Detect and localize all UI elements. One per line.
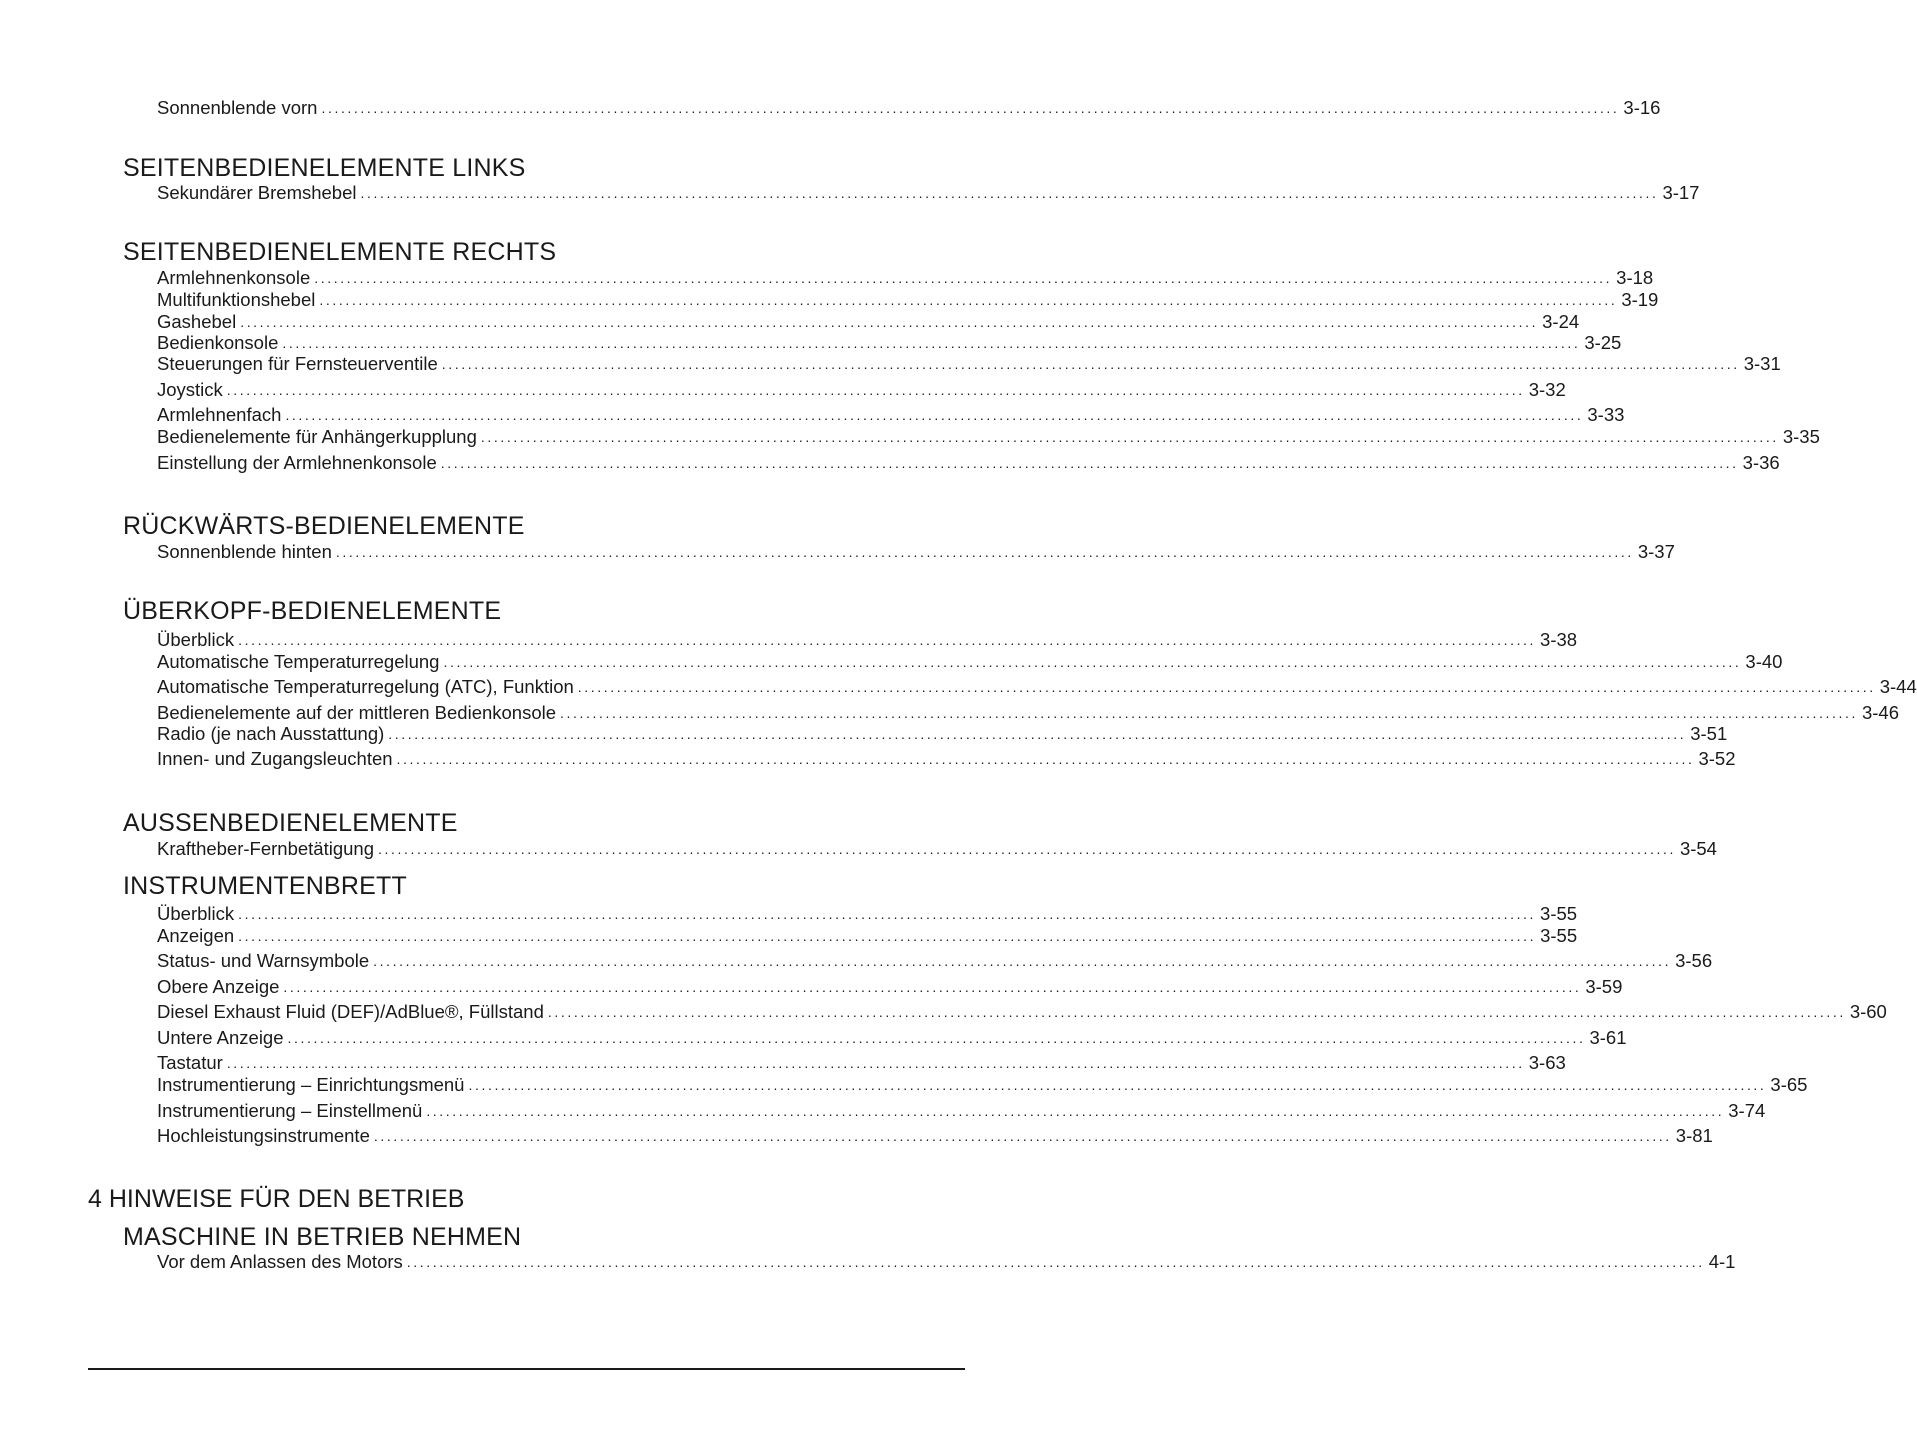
dot-leader: ........................................................................................................................................................................................................	[547, 1004, 1846, 1020]
dot-leader: ........................................................................................................................................................................................................	[321, 100, 1620, 116]
toc-entry-label: Überblick	[157, 903, 235, 924]
dot-leader: ........................................................................................................................................................................................................	[443, 654, 1742, 670]
section-heading: MASCHINE IN BETRIEB NEHMEN	[123, 1223, 522, 1251]
toc-entry[interactable]	[157, 648, 1783, 672]
toc-entry-page: 3-74	[1728, 1100, 1766, 1121]
toc-entry-label: Radio (je nach Ausstattung)	[157, 723, 385, 744]
toc-entry[interactable]	[157, 286, 1659, 310]
toc-entry-page: 3-52	[1698, 748, 1736, 769]
toc-entry[interactable]	[157, 1049, 1566, 1073]
dot-leader: ........................................................................................................................................................................................................	[360, 185, 1659, 201]
section-heading: INSTRUMENTENBRETT	[123, 872, 407, 900]
toc-entry[interactable]	[157, 1097, 1766, 1121]
toc-entry-label: Instrumentierung – Einrichtungsmenü	[157, 1074, 465, 1095]
toc-entry-label: Gashebel	[157, 311, 237, 332]
toc-entry-label: Untere Anzeige	[157, 1027, 284, 1048]
toc-entry-page: 3-51	[1690, 723, 1728, 744]
toc-entry-page: 3-63	[1528, 1052, 1566, 1073]
toc-entry[interactable]	[157, 998, 1887, 1022]
toc-entry-page: 3-17	[1662, 182, 1700, 203]
dot-leader: ........................................................................................................................................................................................................	[319, 292, 1618, 308]
toc-entry[interactable]	[157, 1248, 1736, 1272]
dot-leader: ........................................................................................................................................................................................................	[287, 1030, 1586, 1046]
toc-entry-label: Hochleistungsinstrumente	[157, 1125, 370, 1146]
toc-entry[interactable]	[157, 179, 1700, 203]
dot-leader: ........................................................................................................................................................................................................	[560, 705, 1858, 721]
toc-entry-label: Steuerungen für Fernsteuerventile	[157, 353, 438, 374]
toc-entry-page: 3-24	[1542, 311, 1580, 332]
toc-entry[interactable]	[157, 538, 1675, 562]
toc-entry[interactable]	[157, 922, 1578, 946]
toc-entry-page: 3-55	[1540, 925, 1578, 946]
dot-leader: ........................................................................................................................................................................................................	[441, 356, 1740, 372]
toc-entry[interactable]	[157, 900, 1578, 924]
toc-entry[interactable]	[157, 264, 1654, 288]
toc-entry-label: Bedienelemente auf der mittleren Bedienkonsole	[157, 702, 557, 723]
toc-entry[interactable]	[157, 835, 1717, 859]
toc-entry-label: Kraftheber-Fernbetätigung	[157, 838, 374, 859]
toc-entry-label: Joystick	[157, 379, 223, 400]
section-heading: SEITENBEDIENELEMENTE RECHTS	[123, 238, 557, 266]
toc-entry-label: Vor dem Anlassen des Motors	[157, 1251, 403, 1272]
toc-entry[interactable]	[157, 745, 1736, 769]
toc-entry-label: Innen- und Zugangsleuchten	[157, 748, 393, 769]
toc-entry-label: Bedienkonsole	[157, 332, 279, 353]
toc-entry-page: 3-60	[1849, 1001, 1887, 1022]
dot-leader: ........................................................................................................................................................................................................	[314, 270, 1613, 286]
toc-entry-page: 3-59	[1585, 976, 1623, 997]
toc-entry-label: Sonnenblende hinten	[157, 541, 332, 562]
dot-leader: ........................................................................................................................................................................................................	[335, 544, 1634, 560]
dot-leader: ........................................................................................................................................................................................................	[226, 1055, 1525, 1071]
toc-entry[interactable]	[157, 1071, 1808, 1095]
toc-entry-label: Bedienelemente für Anhängerkupplung	[157, 426, 477, 447]
dot-leader: ........................................................................................................................................................................................................	[577, 679, 1876, 695]
dot-leader: ........................................................................................................................................................................................................	[282, 335, 1581, 351]
toc-entry-page: 3-54	[1679, 838, 1717, 859]
dot-leader: ........................................................................................................................................................................................................	[426, 1103, 1725, 1119]
toc-entry-page: 3-65	[1770, 1074, 1808, 1095]
toc-entry-label: Überblick	[157, 629, 235, 650]
toc-entry-page: 3-81	[1675, 1125, 1713, 1146]
section-heading: SEITENBEDIENELEMENTE LINKS	[123, 154, 526, 182]
toc-entry[interactable]	[157, 449, 1780, 473]
toc-entry-page: 3-56	[1675, 950, 1713, 971]
toc-entry[interactable]	[157, 376, 1566, 400]
toc-entry[interactable]	[157, 94, 1661, 118]
footer-rule	[88, 1368, 965, 1370]
toc-entry-page: 3-32	[1528, 379, 1566, 400]
toc-entry-label: Tastatur	[157, 1052, 223, 1073]
toc-entry-page: 4-1	[1708, 1251, 1736, 1272]
dot-leader: ........................................................................................................................................................................................................	[238, 928, 1537, 944]
toc-entry-page: 3-16	[1623, 97, 1661, 118]
section-heading: RÜCKWÄRTS-BEDIENELEMENTE	[123, 512, 525, 540]
toc-entry-label: Einstellung der Armlehnenkonsole	[157, 452, 437, 473]
toc-entry[interactable]	[157, 1024, 1627, 1048]
toc-entry-page: 3-31	[1743, 353, 1781, 374]
dot-leader: ........................................................................................................................................................................................................	[373, 953, 1672, 969]
toc-entry-page: 3-38	[1540, 629, 1578, 650]
toc-entry[interactable]	[157, 350, 1781, 374]
toc-entry-page: 3-25	[1584, 332, 1622, 353]
dot-leader: ........................................................................................................................................................................................................	[226, 382, 1525, 398]
toc-entry-label: Armlehnenfach	[157, 404, 282, 425]
toc-entry-page: 3-35	[1782, 426, 1820, 447]
toc-entry-label: Armlehnenkonsole	[157, 267, 311, 288]
toc-entry[interactable]	[157, 947, 1713, 971]
toc-entry-page: 3-44	[1879, 676, 1917, 697]
dot-leader: ........................................................................................................................................................................................................	[406, 1254, 1705, 1270]
toc-entry-label: Obere Anzeige	[157, 976, 280, 997]
dot-leader: ........................................................................................................................................................................................................	[373, 1128, 1672, 1144]
toc-entry-label: Multifunktionshebel	[157, 289, 316, 310]
dot-leader: ........................................................................................................................................................................................................	[480, 429, 1779, 445]
toc-entry-page: 3-18	[1616, 267, 1654, 288]
toc-entry-page: 3-33	[1587, 404, 1625, 425]
toc-entry-page: 3-55	[1540, 903, 1578, 924]
toc-entry[interactable]	[157, 973, 1623, 997]
toc-entry-label: Automatische Temperaturregelung	[157, 651, 440, 672]
toc-entry-label: Sekundärer Bremshebel	[157, 182, 357, 203]
toc-entry-label: Diesel Exhaust Fluid (DEF)/AdBlue®, Füllstand	[157, 1001, 544, 1022]
toc-entry[interactable]	[157, 1122, 1713, 1146]
toc-entry[interactable]	[157, 626, 1578, 650]
dot-leader: ........................................................................................................................................................................................................	[396, 751, 1695, 767]
dot-leader: ........................................................................................................................................................................................................	[388, 726, 1687, 742]
dot-leader: ........................................................................................................................................................................................................	[240, 314, 1539, 330]
dot-leader: ........................................................................................................................................................................................................	[283, 979, 1582, 995]
dot-leader: ........................................................................................................................................................................................................	[285, 407, 1584, 423]
toc-entry[interactable]	[157, 401, 1625, 425]
toc-entry-page: 3-19	[1621, 289, 1659, 310]
toc-entry-page: 3-40	[1745, 651, 1783, 672]
section-heading: AUSSENBEDIENELEMENTE	[123, 809, 458, 837]
dot-leader: ........................................................................................................................................................................................................	[238, 906, 1537, 922]
toc-entry-label: Anzeigen	[157, 925, 235, 946]
toc-entry-label: Automatische Temperaturregelung (ATC), Funktion	[157, 676, 574, 697]
toc-entry-page: 3-36	[1742, 452, 1780, 473]
toc-entry-page: 3-46	[1861, 702, 1900, 723]
toc-entry[interactable]	[157, 673, 1917, 697]
dot-leader: ........................................................................................................................................................................................................	[238, 632, 1537, 648]
toc-entry-page: 3-61	[1589, 1027, 1627, 1048]
toc-entry[interactable]	[157, 720, 1728, 744]
toc-entry[interactable]	[157, 423, 1820, 447]
toc-entry-label: Sonnenblende vorn	[157, 97, 318, 118]
toc-entry-label: Instrumentierung – Einstellmenü	[157, 1100, 423, 1121]
dot-leader: ........................................................................................................................................................................................................	[440, 455, 1739, 471]
dot-leader: ........................................................................................................................................................................................................	[378, 841, 1676, 857]
dot-leader: ........................................................................................................................................................................................................	[468, 1077, 1767, 1093]
toc-entry-page: 3-37	[1637, 541, 1675, 562]
section-heading: ÜBERKOPF-BEDIENELEMENTE	[123, 597, 502, 625]
toc-entry-label: Status- und Warnsymbole	[157, 950, 370, 971]
chapter-heading: 4 HINWEISE FÜR DEN BETRIEB	[88, 1185, 465, 1213]
